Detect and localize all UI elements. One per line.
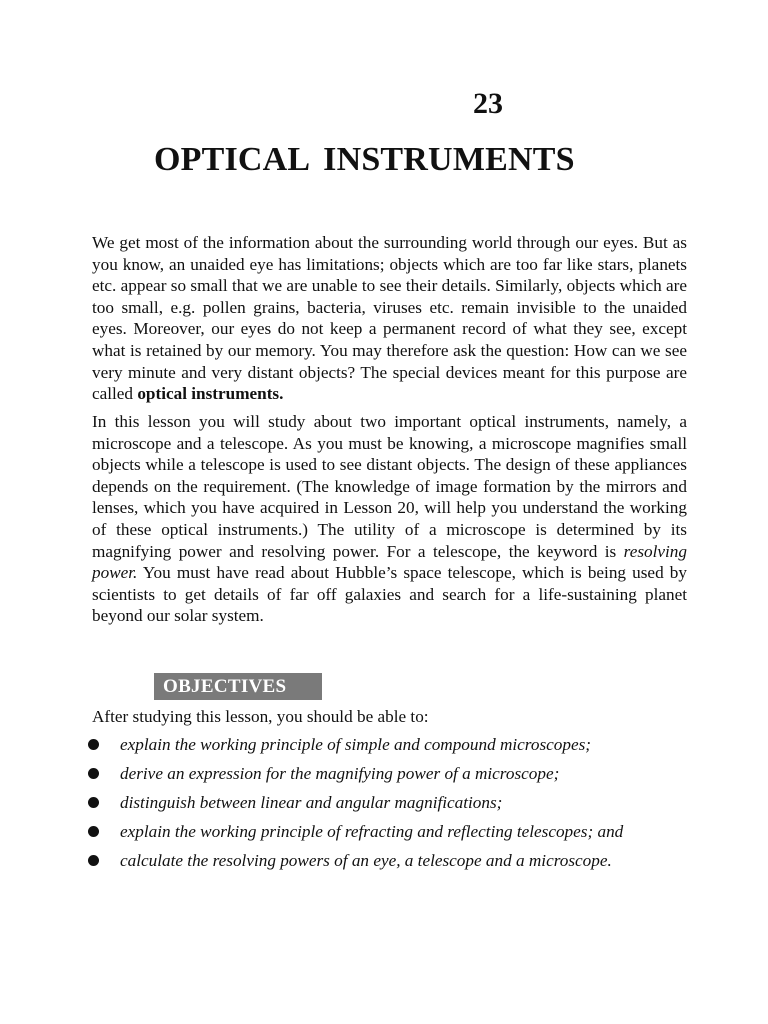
objective-item: [88, 850, 688, 879]
objective-item: [88, 821, 688, 850]
objective-text: derive an expression for the magnifying power of a microscope;: [120, 764, 560, 783]
objectives-heading: OBJECTIVES: [154, 673, 322, 700]
intro-paragraph-2: [92, 411, 687, 627]
intro-paragraph-1: [92, 232, 687, 405]
objectives-intro: After studying this lesson, you should be able to:: [92, 707, 429, 726]
objective-item: [88, 792, 688, 821]
intro-paragraph-2-text-after: You must have read about Hubble’s space telescope, which is being used by scientists to get details of far off galaxies and search for a life-sustaining planet beyond our solar system.: [92, 563, 687, 626]
objective-text: explain the working principle of simple and compound microscopes;: [120, 735, 591, 754]
objectives-list: [88, 734, 688, 879]
objective-text: calculate the resolving powers of an eye, a telescope and a microscope.: [120, 851, 612, 870]
resolving-power-term: resolving power.: [92, 541, 687, 583]
chapter-number: 23: [473, 87, 503, 120]
optical-instruments-term: optical instruments.: [137, 384, 284, 404]
chapter-title: OPTICAL INSTRUMENTS: [154, 141, 575, 178]
intro-paragraph-2-text-before: In this lesson you will study about two important optical instruments, namely, a microscope and a telescope. As you must be knowing, a microscope magnifies small objects while a telescope is used to see distant objects. The design of these appliances depends on the requirement. (The knowledge of image formation by the mirrors and lenses, which you have acquired in Lesson 20, will help you understand the working of these optical instruments.) The utility of a microscope is determined by its magnifying power and resolving power. For a telescope, the keyword is: [92, 412, 687, 561]
objective-item: [88, 763, 688, 792]
bullet-icon: [88, 768, 99, 779]
bullet-icon: [88, 797, 99, 808]
objective-item: [88, 734, 688, 763]
intro-paragraph-1-text: We get most of the information about the surrounding world through our eyes. But as you know, an unaided eye has limitations; objects which are too far like stars, planets etc. appear so small that we are unable to see their details. Similarly, objects which are too small, e.g. pollen grains, bacteria, viruses etc. remain invisible to the unaided eyes. Moreover, our eyes do not keep a permanent record of what they see, except what is retained by our memory. You may therefore ask the question: How can we see very minute and very distant objects? The special devices meant for this purpose are called: [92, 233, 687, 404]
objective-text: explain the working principle of refracting and reflecting telescopes; and: [120, 822, 624, 841]
bullet-icon: [88, 855, 99, 866]
bullet-icon: [88, 739, 99, 750]
objective-text: distinguish between linear and angular magnifications;: [120, 793, 503, 812]
bullet-icon: [88, 826, 99, 837]
